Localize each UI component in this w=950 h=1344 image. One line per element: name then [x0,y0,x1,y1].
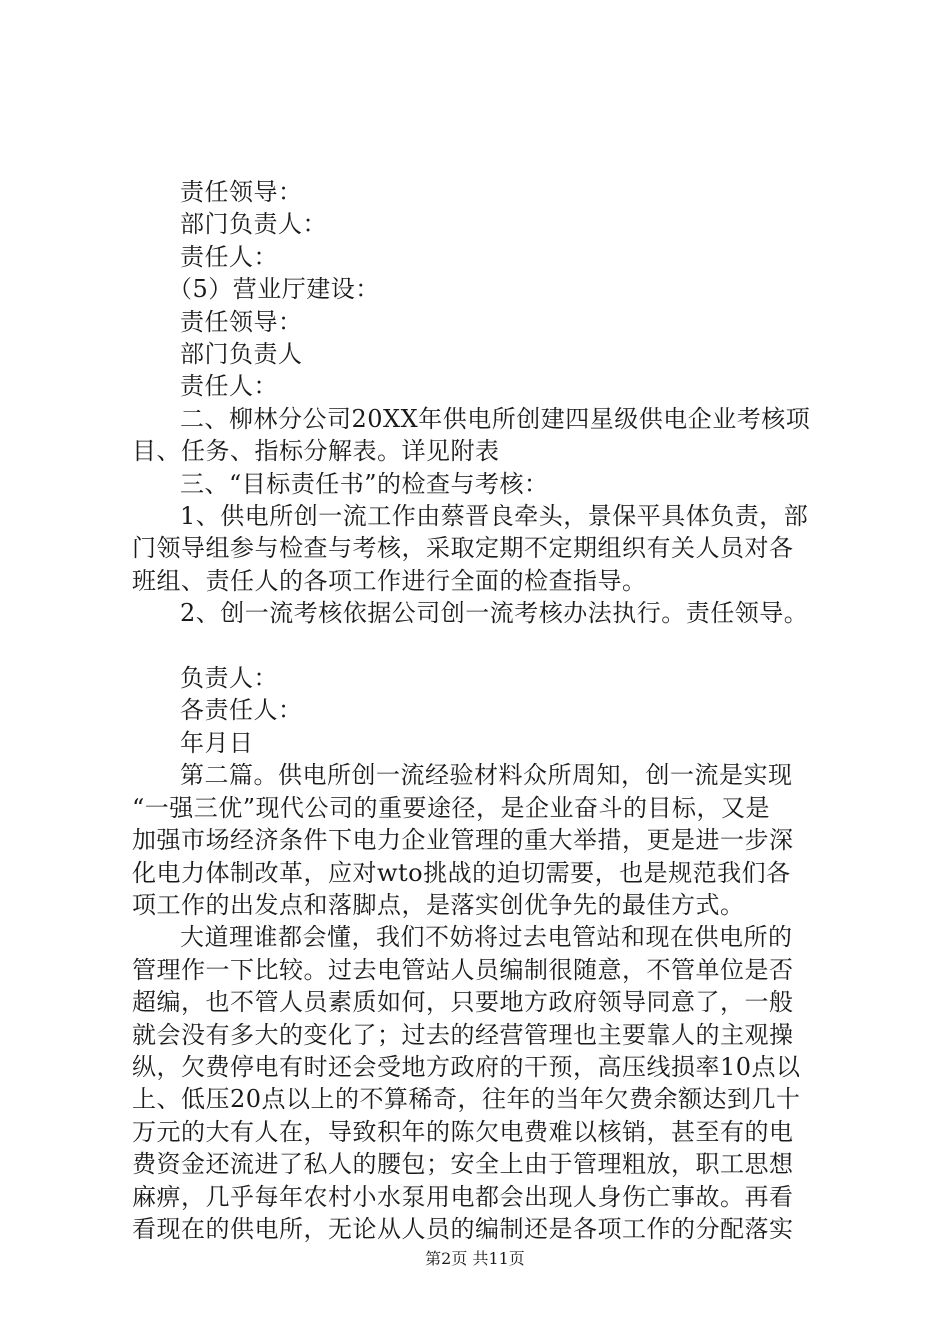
text-line: 1、供电所创一流工作由蔡晋良牵头，景保平具体负责，部 [180,502,809,531]
document-body [132,176,832,1245]
text-line: 部门负责人： [180,210,327,239]
text-line: 三、“目标责任书”的检查与考核： [180,469,549,498]
text-line: （5）营业厅建设： [168,275,380,304]
text-line: 化电力体制改革，应对wto挑战的迫切需要，也是规范我们各 [132,858,791,887]
text-line: 麻痹，几乎每年农村小水泵用电都会出现人身伤亡事故。再看 [132,1182,794,1211]
page-footer [0,1246,950,1269]
text-line: 万元的大有人在，导致积年的陈欠电费难以核销，甚至有的电 [132,1117,794,1146]
page-number: 第2页 共11页 [425,1249,525,1268]
text-line: 二、柳林分公司20XX年供电所创建四星级供电企业考核项 [180,404,811,433]
text-line: 门领导组参与检查与考核，采取定期不定期组织有关人员对各 [132,534,794,563]
text-line: 各责任人： [180,696,303,725]
text-line: 年月日 [180,728,254,757]
text-line: 目、任务、指标分解表。详见附表 [132,437,500,466]
text-line: 责任领导： [180,307,303,336]
text-line: “一强三优”现代公司的重要途径，是企业奋斗的目标，又是 [132,793,771,822]
text-line: 看现在的供电所，无论从人员的编制还是各项工作的分配落实 [132,1214,794,1243]
text-line: 就会没有多大的变化了；过去的经营管理也主要靠人的主观操 [132,1020,794,1049]
text-line: 第二篇。供电所创一流经验材料众所周知，创一流是实现 [180,761,793,790]
blank-line [132,630,832,662]
text-line: 大道理谁都会懂，我们不妨将过去电管站和现在供电所的 [180,923,793,952]
text-line: 项工作的出发点和落脚点，是落实创优争先的最佳方式。 [132,890,745,919]
text-line: 责任人： [180,372,278,401]
text-line: 管理作一下比较。过去电管站人员编制很随意，不管单位是否 [132,955,794,984]
text-line: 负责人： [180,664,278,693]
text-line: 班组、责任人的各项工作进行全面的检查指导。 [132,566,647,595]
text-line: 责任领导： [180,178,303,206]
text-line: 部门负责人 [180,340,303,369]
text-line: 2、创一流考核依据公司创一流考核办法执行。责任领导。 [180,599,809,628]
text-line: 超编，也不管人员素质如何，只要地方政府领导同意了，一般 [132,988,794,1017]
text-line: 上、低压20点以上的不算稀奇，往年的当年欠费余额达到几十 [132,1085,801,1114]
text-line: 责任人： [180,242,278,271]
text-line: 加强市场经济条件下电力企业管理的重大举措，更是进一步深 [132,826,794,855]
text-line: 费资金还流进了私人的腰包；安全上由于管理粗放，职工思想 [132,1150,794,1179]
text-line: 纵，欠费停电有时还会受地方政府的干预，高压线损率10点以 [132,1052,801,1081]
